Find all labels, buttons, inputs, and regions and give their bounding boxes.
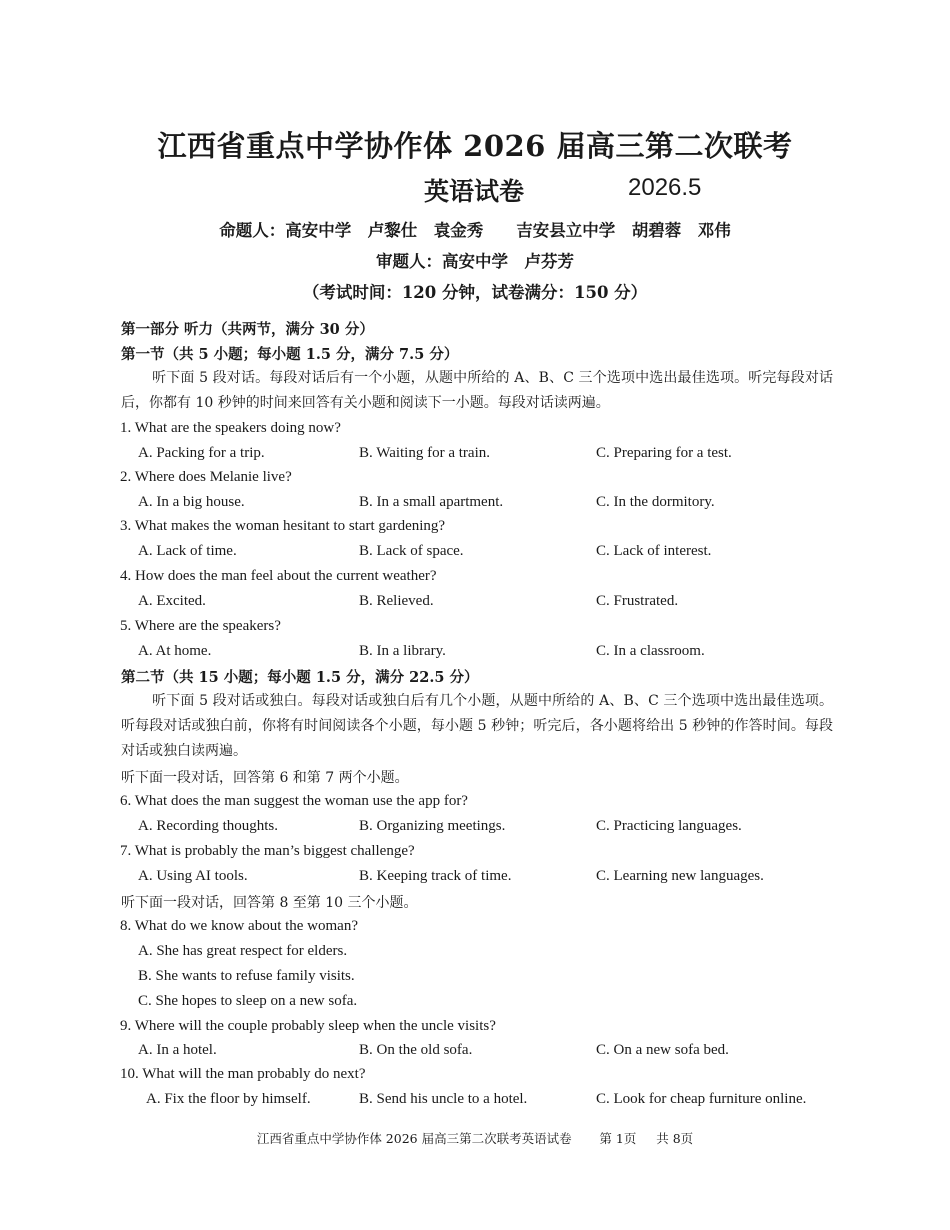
question-6: 6. What does the man suggest the woman use the app for? [120,793,468,809]
question-7-option-b: B. Keeping track of time. [359,868,512,884]
question-10-option-a: A. Fix the floor by himself. [146,1091,311,1107]
footer-total-pages: 共 8页 [656,1131,694,1146]
exam-date: 2026.5 [628,174,702,201]
reviewers-line: 审题人：高安中学 卢芬芳 [376,252,574,271]
question-8-option-b: B. She wants to refuse family visits. [138,968,355,984]
section1-heading: 第一节（共 5 小题；每小题 1.5 分，满分 7.5 分） [121,346,459,363]
exam-info: （考试时间：120 分钟，试卷满分：150 分） [302,283,648,302]
question-1-option-c: C. Preparing for a test. [596,445,732,461]
question-8: 8. What do we know about the woman? [120,918,359,934]
question-5-option-c: C. In a classroom. [596,643,705,659]
authors-line: 命题人：高安中学 卢黎仕 袁金秀 吉安县立中学 胡碧蓉 邓伟 [219,221,731,240]
exam-title: 江西省重点中学协作体 2026 届高三第二次联考 [157,129,793,163]
section1-instruction-text: 听下面 5 段对话。每段对话后有一个小题，从题中所给的 A、B、C 三个选项中选出最佳选项。听完每段对话后，你都有 10 秒钟的时间来回答有关小题和阅读下一小题。每段对话读两遍。 [121,370,833,411]
question-3-option-b: B. Lack of space. [359,543,464,559]
listening-note-6-7: 听下面一段对话，回答第 6 和第 7 两个小题。 [121,770,409,786]
footer-page-number: 第 1页 [599,1131,637,1146]
question-6-option-b: B. Organizing meetings. [359,818,506,834]
question-10: 10. What will the man probably do next? [120,1066,366,1082]
question-2: 2. Where does Melanie live? [120,469,292,485]
question-7-option-a: A. Using AI tools. [138,868,248,884]
footer-title: 江西省重点中学协作体 2026 届高三第二次联考英语试卷 [256,1131,572,1146]
question-10-option-c: C. Look for cheap furniture online. [596,1091,807,1107]
section2-instruction-text: 听下面 5 段对话或独白。每段对话或独白后有几个小题，从题中所给的 A、B、C 三个选项中选出最佳选项。听每段对话或独白前，你将有时间阅读各个小题，每小题 5 秒钟；听完后，各小题将给出 5 秒钟的作答时间。每段对话或独白读两遍。 [121,693,833,759]
question-1: 1. What are the speakers doing now? [120,420,341,436]
part1-heading: 第一部分 听力（共两节，满分 30 分） [121,321,374,338]
section2-instruction [121,689,833,764]
question-5-option-a: A. At home. [138,643,212,659]
listening-note-8-10: 听下面一段对话，回答第 8 至第 10 三个小题。 [121,895,418,911]
question-5: 5. Where are the speakers? [120,618,281,634]
section1-instruction [121,366,833,416]
question-9-option-a: A. In a hotel. [138,1042,217,1058]
exam-subtitle: 英语试卷 [424,177,525,206]
question-6-option-c: C. Practicing languages. [596,818,742,834]
question-7: 7. What is probably the man’s biggest challenge? [120,843,415,859]
question-7-option-c: C. Learning new languages. [596,868,764,884]
question-2-option-b: B. In a small apartment. [359,494,504,510]
section2-heading: 第二节（共 15 小题；每小题 1.5 分，满分 22.5 分） [121,669,479,686]
question-6-option-a: A. Recording thoughts. [138,818,278,834]
question-10-option-b: B. Send his uncle to a hotel. [359,1091,528,1107]
question-8-option-a: A. She has great respect for elders. [138,943,348,959]
question-9-option-c: C. On a new sofa bed. [596,1042,729,1058]
page-footer [0,1129,950,1147]
question-2-option-c: C. In the dormitory. [596,494,715,510]
question-1-option-b: B. Waiting for a train. [359,445,490,461]
question-4-option-c: C. Frustrated. [596,593,679,609]
question-8-option-c: C. She hopes to sleep on a new sofa. [138,993,358,1009]
question-1-option-a: A. Packing for a trip. [138,445,265,461]
question-4-option-a: A. Excited. [138,593,206,609]
question-4-option-b: B. Relieved. [359,593,434,609]
question-5-option-b: B. In a library. [359,643,446,659]
question-4: 4. How does the man feel about the current weather? [120,568,437,584]
question-9-option-b: B. On the old sofa. [359,1042,473,1058]
question-3: 3. What makes the woman hesitant to start gardening? [120,518,446,534]
question-2-option-a: A. In a big house. [138,494,245,510]
question-3-option-a: A. Lack of time. [138,543,237,559]
question-9: 9. Where will the couple probably sleep when the uncle visits? [120,1018,496,1034]
question-3-option-c: C. Lack of interest. [596,543,712,559]
